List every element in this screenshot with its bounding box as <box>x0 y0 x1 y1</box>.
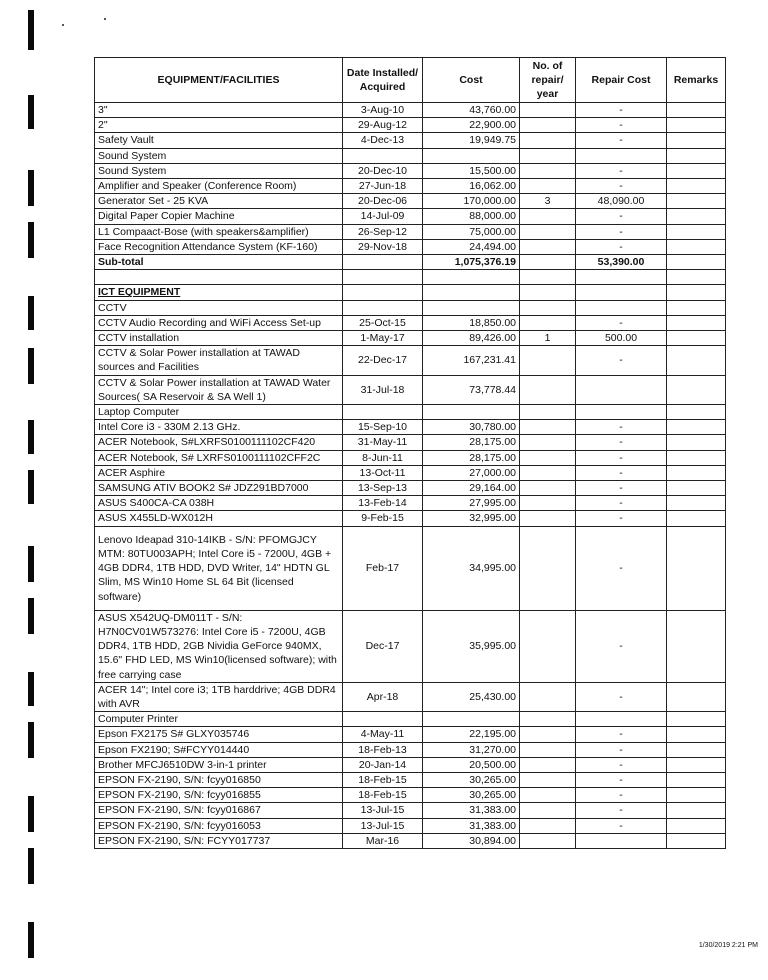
table-row <box>95 788 726 803</box>
item-date: 18-Feb-15 <box>343 772 423 787</box>
item-date: 31-Jul-18 <box>343 375 423 404</box>
item-repair-cost: - <box>576 435 667 450</box>
item-repairs <box>520 224 576 239</box>
item-name: CCTV & Solar Power installation at TAWAD sources and Facilities <box>95 346 343 375</box>
item-name: CCTV Audio Recording and WiFi Access Set-up <box>95 315 343 330</box>
table-row <box>95 610 726 682</box>
table-row <box>95 375 726 404</box>
item-name: Computer Printer <box>95 712 343 727</box>
item-name: Lenovo Ideapad 310-14IKB - S/N: PFOMGJCY MTM: 80TU003APH; Intel Core i5 - 7200U, 4GB + 4GB DDR4, 1TB HDD, DVD Writer, 14" HDTN GL Slim, MS Win10 Home SL 64 Bit (licensed software) <box>95 526 343 610</box>
item-cost: 30,780.00 <box>423 420 520 435</box>
scan-mark <box>28 546 34 582</box>
table-row <box>95 103 726 118</box>
item-repairs <box>520 133 576 148</box>
item-repair-cost <box>576 375 667 404</box>
category-row <box>95 712 726 727</box>
table-row <box>95 420 726 435</box>
item-date: 13-Oct-11 <box>343 465 423 480</box>
scan-mark <box>28 10 34 50</box>
item-cost: 170,000.00 <box>423 194 520 209</box>
table-row <box>95 179 726 194</box>
item-remarks <box>667 209 726 224</box>
item-cost: 167,231.41 <box>423 346 520 375</box>
item-repairs <box>520 788 576 803</box>
subtotal-label: Sub-total <box>95 255 343 270</box>
item-repairs <box>520 450 576 465</box>
item-repairs <box>520 818 576 833</box>
table-row <box>95 772 726 787</box>
item-repairs <box>520 682 576 711</box>
item-remarks <box>667 103 726 118</box>
item-remarks <box>667 179 726 194</box>
item-remarks <box>667 757 726 772</box>
item-remarks <box>667 224 726 239</box>
item-cost: 27,000.00 <box>423 465 520 480</box>
item-cost: 32,995.00 <box>423 511 520 526</box>
table-row <box>95 526 726 610</box>
table-row <box>95 511 726 526</box>
item-repairs <box>520 346 576 375</box>
table-row <box>95 133 726 148</box>
item-repairs: 3 <box>520 194 576 209</box>
table-row <box>95 465 726 480</box>
item-name: ACER Notebook, S# LXRFS0100111102CFF2C <box>95 450 343 465</box>
scan-mark <box>28 470 34 504</box>
item-remarks <box>667 194 726 209</box>
scan-mark <box>28 296 34 330</box>
item-name: EPSON FX-2190, S/N: fcyy016053 <box>95 818 343 833</box>
item-cost: 89,426.00 <box>423 331 520 346</box>
item-date: 14-Jul-09 <box>343 209 423 224</box>
item-date: 13-Jul-15 <box>343 803 423 818</box>
item-date: 20-Dec-10 <box>343 163 423 178</box>
scan-mark <box>28 95 34 129</box>
item-name: CCTV & Solar Power installation at TAWAD Water Sources( SA Reservoir & SA Well 1) <box>95 375 343 404</box>
item-name: Brother MFCJ6510DW 3-in-1 printer <box>95 757 343 772</box>
item-name: ACER Notebook, S#LXRFS0100111102CF420 <box>95 435 343 450</box>
table-row <box>95 224 726 239</box>
item-repair-cost: - <box>576 772 667 787</box>
item-repairs <box>520 118 576 133</box>
item-cost: 35,995.00 <box>423 610 520 682</box>
item-cost: 16,062.00 <box>423 179 520 194</box>
item-remarks <box>667 511 726 526</box>
item-date: Apr-18 <box>343 682 423 711</box>
item-date: Mar-16 <box>343 833 423 848</box>
item-repair-cost: - <box>576 450 667 465</box>
item-repairs <box>520 103 576 118</box>
item-repair-cost: - <box>576 803 667 818</box>
item-repair-cost: - <box>576 511 667 526</box>
item-repair-cost: - <box>576 163 667 178</box>
item-remarks <box>667 118 726 133</box>
item-repair-cost: - <box>576 742 667 757</box>
col-repair-cost-header: Repair Cost <box>576 58 667 103</box>
item-repair-cost: - <box>576 346 667 375</box>
item-date: 29-Aug-12 <box>343 118 423 133</box>
item-cost: 15,500.00 <box>423 163 520 178</box>
table-row <box>95 757 726 772</box>
item-remarks <box>667 315 726 330</box>
item-remarks <box>667 481 726 496</box>
item-repairs <box>520 757 576 772</box>
category-row <box>95 300 726 315</box>
item-repairs <box>520 511 576 526</box>
item-repair-cost: - <box>576 209 667 224</box>
item-repairs <box>520 833 576 848</box>
item-repair-cost: - <box>576 118 667 133</box>
item-date: 3-Aug-10 <box>343 103 423 118</box>
item-date: 13-Feb-14 <box>343 496 423 511</box>
item-repairs <box>520 435 576 450</box>
table-row <box>95 727 726 742</box>
item-cost: 31,383.00 <box>423 803 520 818</box>
scan-mark <box>28 722 34 758</box>
item-name: ACER Asphire <box>95 465 343 480</box>
item-repair-cost: - <box>576 481 667 496</box>
item-name: EPSON FX-2190, S/N: fcyy016855 <box>95 788 343 803</box>
table-row <box>95 803 726 818</box>
table-row <box>95 742 726 757</box>
item-remarks <box>667 526 726 610</box>
item-name: SAMSUNG ATIV BOOK2 S# JDZ291BD7000 <box>95 481 343 496</box>
item-name: L1 Compaact-Bose (with speakers&amplifier) <box>95 224 343 239</box>
item-name: EPSON FX-2190, S/N: fcyy016850 <box>95 772 343 787</box>
item-date: 25-Oct-15 <box>343 315 423 330</box>
item-name: EPSON FX-2190, S/N: FCYY017737 <box>95 833 343 848</box>
item-repairs <box>520 481 576 496</box>
item-repair-cost: - <box>576 315 667 330</box>
item-repairs <box>520 727 576 742</box>
item-date: 18-Feb-15 <box>343 788 423 803</box>
item-cost: 73,778.44 <box>423 375 520 404</box>
item-name: ACER 14"; Intel core i3; 1TB harddrive; 4GB DDR4 with AVR <box>95 682 343 711</box>
table-row <box>95 450 726 465</box>
item-repair-cost: - <box>576 179 667 194</box>
item-name: EPSON FX-2190, S/N: fcyy016867 <box>95 803 343 818</box>
item-repair-cost: - <box>576 133 667 148</box>
scan-speck <box>104 18 106 20</box>
table-row <box>95 682 726 711</box>
subtotal-repair-cost: 53,390.00 <box>576 255 667 270</box>
item-cost: 27,995.00 <box>423 496 520 511</box>
item-date: Feb-17 <box>343 526 423 610</box>
scan-mark <box>28 848 34 884</box>
item-date: 15-Sep-10 <box>343 420 423 435</box>
item-repairs <box>520 179 576 194</box>
item-repairs <box>520 803 576 818</box>
item-repairs <box>520 255 576 270</box>
item-remarks <box>667 133 726 148</box>
item-cost: 20,500.00 <box>423 757 520 772</box>
item-name: CCTV installation <box>95 331 343 346</box>
col-remarks-header: Remarks <box>667 58 726 103</box>
item-name: Sound System <box>95 163 343 178</box>
col-date-header: Date Installed/ Acquired <box>343 58 423 103</box>
item-repair-cost: - <box>576 610 667 682</box>
item-cost: 29,164.00 <box>423 481 520 496</box>
print-timestamp: 1/30/2019 2:21 PM <box>698 942 758 949</box>
item-name: Epson FX2175 S# GLXY035746 <box>95 727 343 742</box>
item-cost: 18,850.00 <box>423 315 520 330</box>
item-repairs: 1 <box>520 331 576 346</box>
section-heading: ICT EQUIPMENT <box>98 286 181 299</box>
item-date: 13-Jul-15 <box>343 818 423 833</box>
item-repairs <box>520 163 576 178</box>
item-remarks <box>667 375 726 404</box>
section-row <box>95 285 726 300</box>
category-row <box>95 148 726 163</box>
item-remarks <box>667 331 726 346</box>
item-name: ASUS S400CA-CA 038H <box>95 496 343 511</box>
table-row <box>95 481 726 496</box>
item-name: Face Recognition Attendance System (KF-160) <box>95 239 343 254</box>
item-repairs <box>520 465 576 480</box>
table-row <box>95 239 726 254</box>
item-cost: 19,949.75 <box>423 133 520 148</box>
item-cost: 31,270.00 <box>423 742 520 757</box>
item-repair-cost: - <box>576 682 667 711</box>
subtotal-cost: 1,075,376.19 <box>423 255 520 270</box>
item-repair-cost: - <box>576 103 667 118</box>
table-row <box>95 435 726 450</box>
item-name: ASUS X455LD-WX012H <box>95 511 343 526</box>
scan-mark <box>28 796 34 832</box>
spacer-row <box>95 270 726 285</box>
item-repair-cost: - <box>576 224 667 239</box>
item-cost: 30,894.00 <box>423 833 520 848</box>
item-remarks <box>667 742 726 757</box>
item-repair-cost <box>576 833 667 848</box>
item-repair-cost: - <box>576 818 667 833</box>
item-repair-cost: - <box>576 420 667 435</box>
table-row <box>95 833 726 848</box>
item-remarks <box>667 788 726 803</box>
scan-mark <box>28 922 34 958</box>
item-repairs <box>520 526 576 610</box>
item-repair-cost: - <box>576 496 667 511</box>
scan-mark <box>28 222 34 258</box>
item-remarks <box>667 833 726 848</box>
item-name: ASUS X542UQ-DM011T - S/N: H7N0CV01W573276: Intel Core i5 - 7200U, 4GB DDR4, 1TB HDD, 2GB Nividia GeForce 940MX, 15.6" FHD LED, MS Win10(licensed software); with free carrying case <box>95 610 343 682</box>
item-date: 20-Jan-14 <box>343 757 423 772</box>
item-remarks <box>667 610 726 682</box>
item-cost: 30,265.00 <box>423 772 520 787</box>
item-date: 31-May-11 <box>343 435 423 450</box>
item-date: 8-Jun-11 <box>343 450 423 465</box>
item-date: 20-Dec-06 <box>343 194 423 209</box>
item-cost: 24,494.00 <box>423 239 520 254</box>
item-remarks <box>667 163 726 178</box>
table-header-row <box>95 58 726 103</box>
item-remarks <box>667 772 726 787</box>
col-repairs-header: No. of repair/ year <box>520 58 576 103</box>
item-remarks <box>667 803 726 818</box>
item-repairs <box>520 375 576 404</box>
item-repair-cost: 500.00 <box>576 331 667 346</box>
item-remarks <box>667 818 726 833</box>
item-date: 27-Jun-18 <box>343 179 423 194</box>
item-remarks <box>667 435 726 450</box>
item-name: Intel Core i3 - 330M 2.13 GHz. <box>95 420 343 435</box>
item-name: 3" <box>95 103 343 118</box>
table-row <box>95 496 726 511</box>
item-remarks <box>667 450 726 465</box>
table-row <box>95 315 726 330</box>
item-repair-cost: 48,090.00 <box>576 194 667 209</box>
item-repair-cost: - <box>576 788 667 803</box>
item-remarks <box>667 346 726 375</box>
scan-mark <box>28 420 34 454</box>
scan-speck <box>62 24 64 26</box>
item-date: 1-May-17 <box>343 331 423 346</box>
item-cost: 22,195.00 <box>423 727 520 742</box>
item-name: Laptop Computer <box>95 405 343 420</box>
table-row <box>95 163 726 178</box>
item-remarks <box>667 682 726 711</box>
item-repairs <box>520 315 576 330</box>
scan-mark <box>28 598 34 634</box>
col-equipment-header: EQUIPMENT/FACILITIES <box>95 58 343 103</box>
item-name: Generator Set - 25 KVA <box>95 194 343 209</box>
table-row <box>95 818 726 833</box>
item-name: 2" <box>95 118 343 133</box>
item-name: Sound System <box>95 148 343 163</box>
item-date: 13-Sep-13 <box>343 481 423 496</box>
item-repairs <box>520 496 576 511</box>
item-repair-cost: - <box>576 465 667 480</box>
table-row <box>95 194 726 209</box>
table-row <box>95 209 726 224</box>
category-row <box>95 405 726 420</box>
item-date <box>343 255 423 270</box>
table-row <box>95 346 726 375</box>
item-date: 4-Dec-13 <box>343 133 423 148</box>
table-row <box>95 331 726 346</box>
item-repairs <box>520 420 576 435</box>
item-cost: 43,760.00 <box>423 103 520 118</box>
item-repair-cost: - <box>576 727 667 742</box>
scan-mark <box>28 672 34 706</box>
item-repairs <box>520 610 576 682</box>
item-cost: 22,900.00 <box>423 118 520 133</box>
item-repairs <box>520 742 576 757</box>
item-repairs <box>520 772 576 787</box>
item-cost: 88,000.00 <box>423 209 520 224</box>
item-date: 26-Sep-12 <box>343 224 423 239</box>
item-remarks <box>667 239 726 254</box>
item-repair-cost: - <box>576 239 667 254</box>
item-date: Dec-17 <box>343 610 423 682</box>
item-name: Safety Vault <box>95 133 343 148</box>
item-remarks <box>667 496 726 511</box>
item-remarks <box>667 727 726 742</box>
item-name: Digital Paper Copier Machine <box>95 209 343 224</box>
item-cost: 34,995.00 <box>423 526 520 610</box>
item-remarks <box>667 465 726 480</box>
item-repair-cost: - <box>576 757 667 772</box>
item-cost: 75,000.00 <box>423 224 520 239</box>
item-name: Amplifier and Speaker (Conference Room) <box>95 179 343 194</box>
item-date: 29-Nov-18 <box>343 239 423 254</box>
item-repairs <box>520 209 576 224</box>
scan-mark <box>28 348 34 384</box>
item-cost: 28,175.00 <box>423 450 520 465</box>
table-row <box>95 118 726 133</box>
item-date: 18-Feb-13 <box>343 742 423 757</box>
item-repair-cost: - <box>576 526 667 610</box>
item-date: 9-Feb-15 <box>343 511 423 526</box>
item-cost: 30,265.00 <box>423 788 520 803</box>
item-repairs <box>520 239 576 254</box>
subtotal-row <box>95 255 726 270</box>
item-cost: 25,430.00 <box>423 682 520 711</box>
item-date: 22-Dec-17 <box>343 346 423 375</box>
item-remarks <box>667 420 726 435</box>
item-cost: 28,175.00 <box>423 435 520 450</box>
item-name: CCTV <box>95 300 343 315</box>
item-date: 4-May-11 <box>343 727 423 742</box>
scan-mark <box>28 170 34 206</box>
item-name: Epson FX2190; S#FCYY014440 <box>95 742 343 757</box>
item-cost: 31,383.00 <box>423 818 520 833</box>
col-cost-header: Cost <box>423 58 520 103</box>
equipment-table <box>94 57 726 849</box>
